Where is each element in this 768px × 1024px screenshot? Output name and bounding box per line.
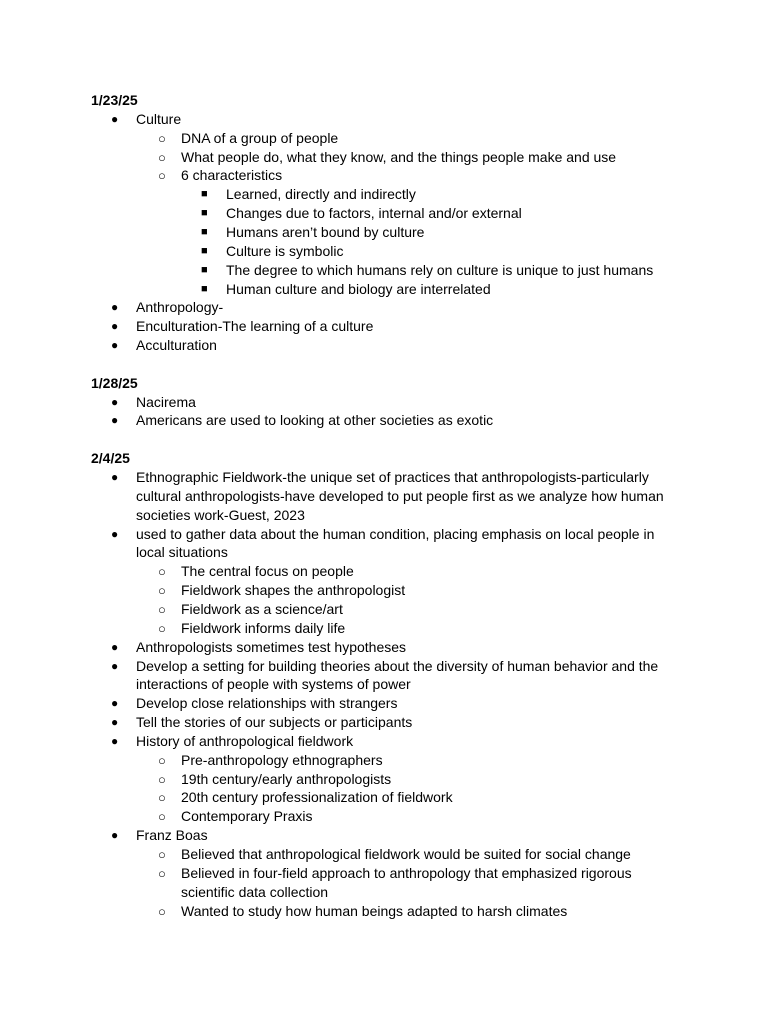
list-item-text: 20th century professionalization of fieldwork [181, 789, 453, 806]
list-item-text: Ethnographic Fieldwork-the unique set of practices that anthropologists-particularly [136, 469, 649, 485]
bullet-icon: ● [111, 300, 119, 315]
section-date: 1/28/25 [91, 374, 138, 391]
bullet-icon: ● [111, 338, 119, 353]
bullet-icon: ○ [158, 865, 166, 881]
section-date: 1/23/25 [91, 92, 138, 108]
bullet-icon: ○ [158, 903, 166, 919]
list-item-text: Anthropologists sometimes test hypotheses [136, 638, 407, 655]
bullet-icon: ● [111, 470, 119, 484]
bullet-icon: ● [111, 394, 119, 409]
list-item-text: Pre-anthropology ethnographers [181, 751, 383, 768]
list-item-text: History of anthropological fieldwork [136, 732, 354, 749]
list-item-text: Franz Boas [136, 827, 208, 844]
list-item-text: DNA of a group of people [181, 129, 339, 146]
bullet-icon: ● [111, 715, 119, 730]
bullet-icon: ○ [158, 149, 166, 165]
bullet-icon: ○ [158, 752, 166, 768]
list-item-text: scientific data collection [181, 883, 329, 900]
list-item-text: Changes due to factors, internal and/or external [226, 205, 522, 222]
bullet-icon: ● [111, 111, 119, 126]
list-item-text: 6 characteristics [181, 167, 283, 184]
list-item-text: Culture [136, 110, 182, 127]
list-item-text: Tell the stories of our subjects or participants [136, 714, 413, 731]
bullet-icon: ■ [201, 225, 208, 238]
bullet-icon: ○ [158, 564, 166, 580]
list-item-text: 19th century/early anthropologists [181, 770, 392, 787]
bullet-icon: ○ [158, 771, 166, 787]
bullet-icon: ○ [158, 847, 166, 862]
list-item-text: Acculturation [136, 337, 217, 354]
list-item-text: Develop a setting for building theories about the diversity of human behavior and the [136, 657, 659, 674]
bullet-icon: ■ [201, 188, 208, 201]
list-item-text: Wanted to study how human beings adapted to harsh climates [181, 902, 568, 919]
list-item-text: Humans aren’t bound by culture [226, 223, 425, 240]
section-date: 2/4/25 [91, 450, 130, 467]
list-item-text: Culture is symbolic [226, 242, 344, 259]
list-item-text: Fieldwork informs daily life [181, 619, 346, 636]
bullet-icon: ○ [158, 620, 166, 636]
bullet-icon: ● [111, 658, 119, 673]
bullet-icon: ● [111, 413, 119, 428]
list-item-text: Anthropology- [136, 299, 224, 316]
list-item-text: The central focus on people [181, 563, 354, 580]
bullet-icon: ■ [201, 244, 208, 257]
bullet-icon: ● [111, 696, 119, 711]
bullet-icon: ○ [158, 168, 166, 184]
bullet-icon: ○ [158, 601, 166, 617]
bullet-icon: ■ [201, 263, 208, 276]
bullet-icon: ● [111, 319, 119, 334]
list-item-text: Contemporary Praxis [181, 808, 313, 825]
list-item-text: interactions of people with systems of power [136, 676, 411, 693]
list-item-text: cultural anthropologists-have developed to put people first as we analyze how human [136, 487, 664, 504]
list-item-text: Develop close relationships with strangers [136, 695, 398, 712]
list-item-text: Fieldwork shapes the anthropologist [181, 582, 406, 599]
list-item-text: local situations [136, 544, 228, 561]
bullet-icon: ○ [158, 790, 166, 806]
list-item-text: Learned, directly and indirectly [226, 186, 416, 203]
bullet-icon: ● [111, 639, 119, 654]
bullet-icon: ■ [201, 207, 208, 220]
bullet-icon: ○ [158, 809, 166, 825]
bullet-icon: ○ [158, 130, 166, 146]
list-item-text: societies work-Guest, 2023 [136, 506, 305, 523]
list-item-text: used to gather data about the human condition, placing emphasis on local people in [136, 525, 655, 542]
list-item-text: Believed that anthropological fieldwork would be suited for social change [181, 846, 631, 862]
bullet-icon: ● [111, 828, 119, 843]
list-item-text: The degree to which humans rely on culture is unique to just humans [226, 261, 654, 278]
list-item-text: Fieldwork as a science/art [181, 600, 343, 617]
list-item-text: What people do, what they know, and the things people make and use [181, 148, 617, 165]
bullet-icon: ○ [158, 583, 166, 599]
bullet-icon: ● [111, 733, 119, 748]
bullet-icon: ● [111, 526, 119, 541]
list-item-text: Nacirema [136, 393, 196, 410]
bullet-icon: ■ [201, 282, 208, 295]
list-item-text: Human culture and biology are interrelated [226, 280, 491, 297]
list-item-text: Believed in four-field approach to anthropology that emphasized rigorous [181, 864, 632, 881]
list-item-text: Americans are used to looking at other societies as exotic [136, 412, 494, 429]
list-item-text: Enculturation-The learning of a culture [136, 318, 374, 335]
